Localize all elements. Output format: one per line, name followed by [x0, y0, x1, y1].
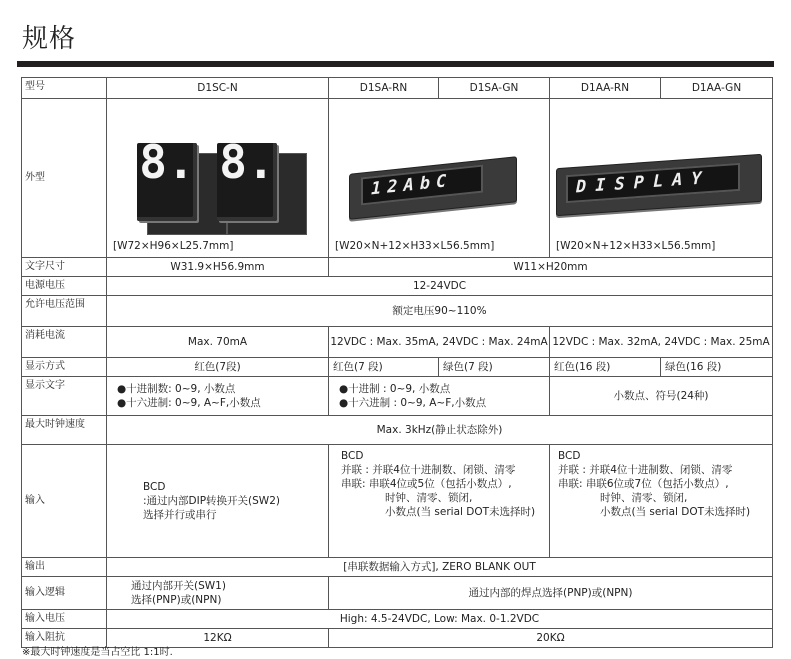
input-voltage-label: 输入电压	[22, 610, 107, 629]
module-display-text: DISPLAY	[566, 163, 740, 203]
supply-voltage-row	[22, 277, 773, 296]
max-clock-label: 最大时钟速度	[22, 416, 107, 445]
module-display-text: 12AbC	[361, 165, 483, 206]
input-logic-label: 输入逻辑	[22, 577, 107, 610]
d1sa-dimensions: [W20×N+12×H33×L56.5mm]	[335, 240, 495, 252]
d1sc-dimensions: [W72×H96×L25.7mm]	[113, 240, 234, 252]
current-row	[22, 327, 773, 358]
display-mode-d1aa-rn: 红色(16 段)	[550, 358, 661, 377]
input-logic-others: 通过内部的焊点选择(PNP)或(NPN)	[329, 577, 773, 610]
current-d1aa: 12VDC : Max. 32mA, 24VDC : Max. 25mA	[550, 327, 773, 358]
appearance-label: 外型	[22, 99, 107, 258]
header-d1sa-rn: D1SA-RN	[329, 78, 439, 99]
display-mode-row	[22, 358, 773, 377]
digit-module-image	[217, 135, 277, 221]
input-line: BCD	[558, 450, 581, 462]
digit-module-image	[137, 135, 197, 221]
input-line: 并联 : 并联4位十进制数、闭锁、清零	[341, 464, 516, 476]
output-row	[22, 558, 773, 577]
appearance-d1aa	[550, 99, 773, 258]
output-label: 输出	[22, 558, 107, 577]
char-size-d1sc: W31.9×H56.9mm	[107, 258, 329, 277]
input-logic-line: 通过内部开关(SW1)	[131, 580, 226, 592]
input-line: 串联: 串联6位或7位（包括小数点）,	[558, 478, 729, 490]
appearance-d1sc	[107, 99, 329, 258]
input-line: 时钟、清零、锁闭,	[385, 492, 473, 504]
char-size-others: W11×H20mm	[329, 258, 773, 277]
char-size-row	[22, 258, 773, 277]
display-chars-label: 显示文字	[22, 377, 107, 416]
max-clock-value: Max. 3kHz(静止状态除外)	[107, 416, 773, 445]
char-size-label: 文字尺寸	[22, 258, 107, 277]
header-row	[22, 78, 773, 99]
display-chars-line: ●十六进制 : 0~9, A~F,小数点	[339, 397, 487, 409]
digit-glyph: 8.	[219, 135, 275, 189]
header-model: 型号	[22, 78, 107, 99]
display-chars-line: ●十进制数: 0~9, 小数点	[117, 383, 236, 395]
input-line: 选择并行或串行	[143, 509, 217, 521]
supply-voltage-label: 电源电压	[22, 277, 107, 296]
display-mode-d1aa-gn: 绿色(16 段)	[661, 358, 773, 377]
input-logic-row	[22, 577, 773, 610]
input-impedance-label: 输入阻抗	[22, 629, 107, 648]
digit-glyph: 8.	[139, 135, 195, 189]
input-row	[22, 445, 773, 558]
input-d1sa	[329, 445, 550, 558]
display-mode-label: 显示方式	[22, 358, 107, 377]
display-chars-line: ●十六进制: 0~9, A~F,小数点	[117, 397, 261, 409]
input-d1sc	[107, 445, 329, 558]
input-line: 小数点(当 serial DOT未选择时)	[385, 506, 536, 518]
input-logic-d1sc	[107, 577, 329, 610]
header-d1sa-gn: D1SA-GN	[439, 78, 550, 99]
input-d1aa	[550, 445, 773, 558]
supply-voltage-value: 12-24VDC	[107, 277, 773, 296]
allowable-range-value: 额定电压90~110%	[107, 296, 773, 327]
input-voltage-row	[22, 610, 773, 629]
display-mode-d1sa-gn: 绿色(7 段)	[439, 358, 550, 377]
appearance-d1sa	[329, 99, 550, 258]
display-chars-line: ●十进制 : 0~9, 小数点	[339, 383, 451, 395]
header-d1aa-gn: D1AA-GN	[661, 78, 773, 99]
display-mode-d1sa-rn: 红色(7 段)	[329, 358, 439, 377]
header-d1aa-rn: D1AA-RN	[550, 78, 661, 99]
footnote: ※最大时钟速度是当占空比 1:1时.	[22, 647, 173, 658]
input-line: 并联 : 并联4位十进制数、闭锁、清零	[558, 464, 733, 476]
d1aa-dimensions: [W20×N+12×H33×L56.5mm]	[556, 240, 716, 252]
max-clock-row	[22, 416, 773, 445]
input-impedance-d1sc: 12KΩ	[107, 629, 329, 648]
input-label: 输入	[22, 445, 107, 558]
input-line: :通过内部DIP转换开关(SW2)	[143, 495, 280, 507]
header-d1sc: D1SC-N	[107, 78, 329, 99]
spec-table	[21, 77, 773, 648]
input-line: 串联: 串联4位或5位（包括小数点）,	[341, 478, 512, 490]
input-line: BCD	[341, 450, 364, 462]
display-mode-d1sc: 红色(7段)	[107, 358, 329, 377]
input-line: 时钟、清零、锁闭,	[600, 492, 688, 504]
appearance-row	[22, 99, 773, 258]
input-impedance-others: 20KΩ	[329, 629, 773, 648]
current-label: 消耗电流	[22, 327, 107, 358]
input-voltage-value: High: 4.5-24VDC, Low: Max. 0-1.2VDC	[107, 610, 773, 629]
current-d1sa: 12VDC : Max. 35mA, 24VDC : Max. 24mA	[329, 327, 550, 358]
display-chars-d1sa	[329, 377, 550, 416]
display-chars-d1sc	[107, 377, 329, 416]
input-line: BCD	[143, 481, 166, 493]
input-logic-line: 选择(PNP)或(NPN)	[131, 594, 222, 606]
display-chars-d1aa: 小数点、符号(24种)	[550, 377, 773, 416]
allowable-range-row	[22, 296, 773, 327]
title-divider	[17, 61, 774, 67]
page-title: 规格	[22, 24, 77, 54]
output-value: [串联数据输入方式], ZERO BLANK OUT	[107, 558, 773, 577]
display-chars-row	[22, 377, 773, 416]
input-line: 小数点(当 serial DOT未选择时)	[600, 506, 751, 518]
current-d1sc: Max. 70mA	[107, 327, 329, 358]
allowable-range-label: 允许电压范围	[22, 296, 107, 327]
